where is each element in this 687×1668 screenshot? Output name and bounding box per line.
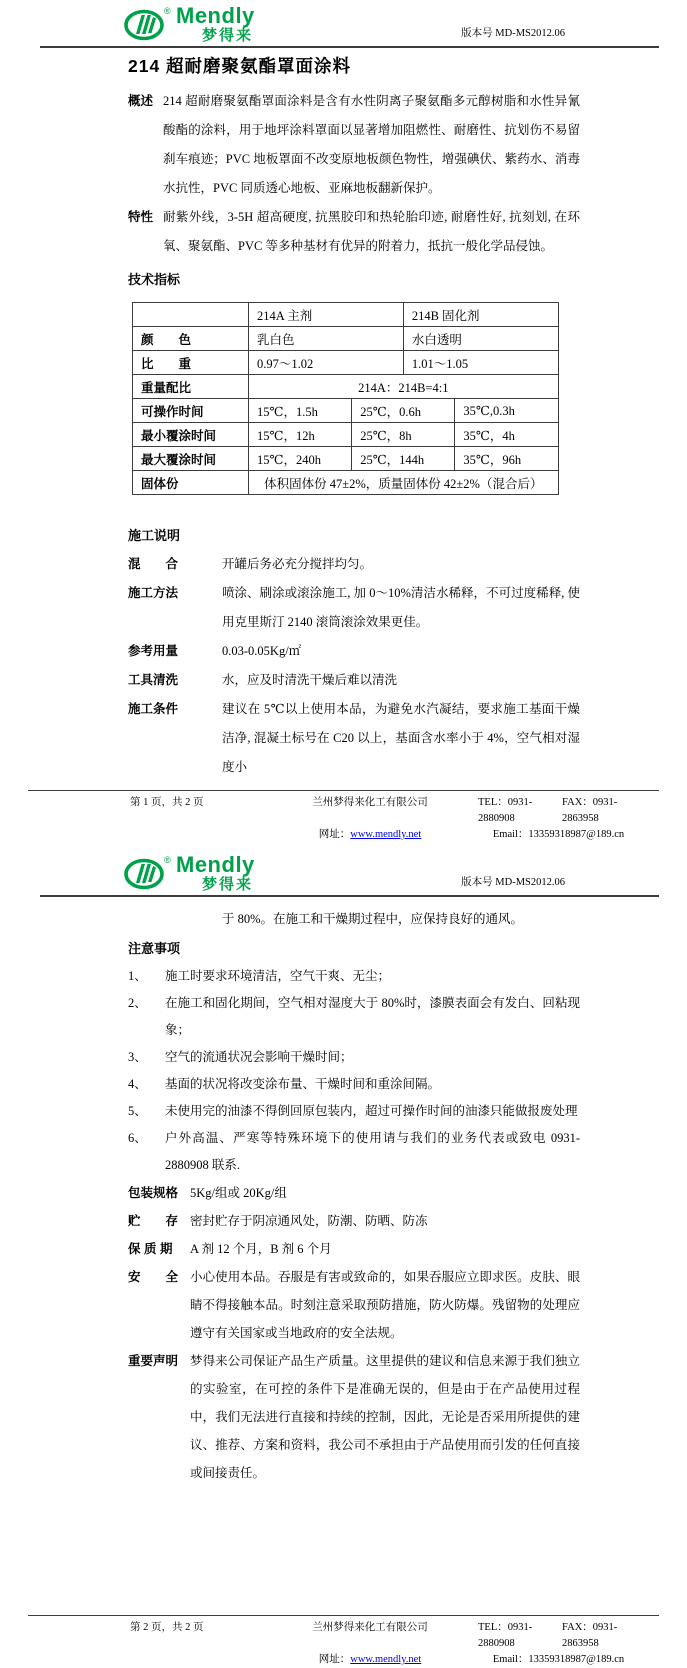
spec-safety xyxy=(128,1263,580,1347)
spec-shelf-life xyxy=(128,1235,580,1263)
contacts xyxy=(470,1620,647,1652)
email: Email：13359318987@189.cn xyxy=(492,829,625,840)
construction-item-method xyxy=(128,579,580,637)
footer-spacer xyxy=(130,827,270,843)
header-rule xyxy=(40,895,659,897)
spec-text: 小心使用本品。吞服是有害或致命的，如果吞服应立即求医。皮肤、眼睛不得接触本品。时刻注意采取预防措施，防火防爆。残留物的处理应遵守有关国家或当地政府的安全法规。 xyxy=(190,1270,580,1340)
contacts xyxy=(470,795,647,827)
note-item-6 xyxy=(128,1125,580,1179)
table-cell: 1.01～1.05 xyxy=(403,351,558,375)
table-row xyxy=(133,375,559,399)
notes-heading: 注意事项 xyxy=(128,941,181,956)
construction-item-label: 混 合 xyxy=(128,557,179,571)
construction-heading: 施工说明 xyxy=(128,528,181,543)
note-number: 5、 xyxy=(128,1104,147,1118)
spec-text: 密封贮存于阴凉通风处，防潮、防晒、防冻 xyxy=(190,1214,428,1228)
spec-storage xyxy=(128,1207,580,1235)
construction-item-label: 施工方法 xyxy=(128,586,179,600)
spec-label: 包装规格 xyxy=(128,1186,179,1200)
mendly-logo-icon xyxy=(124,854,172,891)
table-cell: 可操作时间 xyxy=(133,399,249,423)
page1-content xyxy=(0,87,687,782)
table-row xyxy=(133,303,559,327)
features-section xyxy=(128,203,580,261)
construction-item-label: 工具清洗 xyxy=(128,673,179,687)
spec-label: 安 全 xyxy=(128,1270,179,1284)
spec-text: 梦得来公司保证产品生产质量。这里提供的建议和信息来源于我们独立的实验室，在可控的条件下是准确无误的，但是由于在产品使用过程中，我们无法进行直接和持续的控制，因此，无论是否采用所提供的建议、推荐、方案和资料，我公司不承担由于产品使用而引发的任何直接或间接责任。 xyxy=(190,1354,580,1480)
footer-line-2 xyxy=(130,1652,647,1668)
company-name: 兰州梦得来化工有限公司 xyxy=(312,1622,428,1633)
table-cell: 0.97～1.02 xyxy=(249,351,404,375)
construction-item-label: 参考用量 xyxy=(128,644,179,658)
table-cell: 214A：214B=4:1 xyxy=(249,375,559,399)
table-cell: 15℃，1.5h xyxy=(249,399,352,423)
note-item-3 xyxy=(128,1044,580,1071)
brand-name-en: Mendly xyxy=(176,852,255,877)
page2-content xyxy=(0,905,687,1487)
tel: TEL：0931-2880908 xyxy=(478,1622,533,1649)
table-cell: 最小覆涂时间 xyxy=(133,423,249,447)
website xyxy=(270,1652,470,1668)
spec-text: A 剂 12 个月，B 剂 6 个月 xyxy=(190,1242,332,1256)
table-cell: 水白透明 xyxy=(403,327,558,351)
note-text: 施工时要求环境清洁，空气干爽、无尘； xyxy=(165,969,391,983)
registered-mark: ® xyxy=(164,6,171,16)
brand-name-cn: 梦得来 xyxy=(202,27,254,44)
spec-label: 重要声明 xyxy=(128,1354,179,1368)
continuation-text: 于 80%。在施工和干燥期过程中，应保持良好的通风。 xyxy=(222,912,524,926)
website-label: 网址： xyxy=(318,1654,351,1665)
table-cell: 25℃，8h xyxy=(352,423,455,447)
table-cell: 重量配比 xyxy=(133,375,249,399)
brand-name-en: Mendly xyxy=(176,3,255,28)
conditions-continuation xyxy=(128,905,580,934)
note-number: 4、 xyxy=(128,1077,147,1091)
table-cell: 35℃，96h xyxy=(455,447,558,471)
note-text: 未使用完的油漆不得倒回原包装内，超过可操作时间的油漆只能做报废处理 xyxy=(165,1104,578,1118)
table-row xyxy=(133,423,559,447)
table-row xyxy=(133,399,559,423)
table-cell: 25℃，144h xyxy=(352,447,455,471)
footer-rows xyxy=(0,791,687,843)
registered-mark: ® xyxy=(164,855,171,865)
brand-name-cn: 梦得来 xyxy=(202,876,254,893)
note-text: 户外高温、严寒等特殊环境下的使用请与我们的业务代表或致电 0931-2880908 联系. xyxy=(165,1131,580,1172)
page-number: 第 2 页，共 2 页 xyxy=(130,1622,204,1633)
continuation-spacer xyxy=(128,905,222,934)
page-number: 第 1 页，共 2 页 xyxy=(130,797,204,808)
table-cell: 35℃，4h xyxy=(455,423,558,447)
note-text: 在施工和固化期间，空气相对湿度大于 80%时，漆膜表面会有发白、回粘现象； xyxy=(165,996,580,1037)
header-rule xyxy=(40,46,659,48)
note-item-4 xyxy=(128,1071,580,1098)
table-cell: 比 重 xyxy=(133,351,249,375)
construction-item-mixing xyxy=(128,550,580,579)
brand-names xyxy=(176,854,255,892)
version-label: 版本号 MD-MS2012.06 xyxy=(461,877,565,888)
website-link[interactable]: www.mendly.net xyxy=(350,829,422,840)
table-row xyxy=(133,351,559,375)
page2-footer xyxy=(0,1615,687,1668)
page2-header xyxy=(0,849,687,892)
note-number: 1、 xyxy=(128,969,147,983)
note-item-2 xyxy=(128,990,580,1044)
table-cell: 乳白色 xyxy=(249,327,404,351)
table-cell: 35℃,0.3h xyxy=(455,399,558,423)
overview-label: 概述 xyxy=(128,94,154,108)
table-row xyxy=(133,447,559,471)
spec-label: 保 质 期 xyxy=(128,1242,173,1256)
note-item-5 xyxy=(128,1098,580,1125)
spec-text: 5Kg/组或 20Kg/组 xyxy=(190,1186,287,1200)
footer-line-2 xyxy=(130,827,647,843)
mendly-logo-icon xyxy=(124,5,172,42)
table-cell: 214A 主剂 xyxy=(249,303,404,327)
note-text: 空气的流通状况会影响干燥时间； xyxy=(165,1050,353,1064)
page-2 xyxy=(0,849,687,1668)
construction-item-text: 0.03-0.05Kg/㎡ xyxy=(222,644,302,658)
note-number: 2、 xyxy=(128,996,147,1010)
brand-block xyxy=(124,854,255,892)
table-cell: 15℃，240h xyxy=(249,447,352,471)
note-number: 3、 xyxy=(128,1050,147,1064)
footer-line-1 xyxy=(130,1620,647,1652)
page1-footer xyxy=(0,790,687,843)
note-item-1 xyxy=(128,963,580,990)
table-cell: 固体份 xyxy=(133,471,249,495)
company-name: 兰州梦得来化工有限公司 xyxy=(312,797,428,808)
page1-header xyxy=(0,0,687,43)
spec-disclaimer xyxy=(128,1347,580,1487)
tech-table xyxy=(132,302,559,495)
website-link[interactable]: www.mendly.net xyxy=(350,1654,422,1665)
brand-block xyxy=(124,5,255,43)
construction-item-conditions xyxy=(128,695,580,782)
tech-heading: 技术指标 xyxy=(128,272,181,287)
overview-section xyxy=(128,87,580,203)
version-label: 版本号 MD-MS2012.06 xyxy=(461,28,565,39)
spec-label: 贮 存 xyxy=(128,1214,179,1228)
brand-names xyxy=(176,5,255,43)
fax: FAX：0931-2863958 xyxy=(562,797,618,824)
tel: TEL：0931-2880908 xyxy=(478,797,533,824)
website xyxy=(270,827,470,843)
spec-packaging xyxy=(128,1179,580,1207)
construction-item-text: 建议在 5℃以上使用本品，为避免水汽凝结，要求施工基面干燥洁净, 混凝土标号在 C20 以上，基面含水率小于 4%，空气相对湿度小 xyxy=(222,702,580,774)
footer-line-1 xyxy=(130,795,647,827)
features-text: 耐紫外线，3-5H 超高硬度, 抗黑胶印和热轮胎印迹, 耐磨性好, 抗刻划, 在环氧、聚氨酯、PVC 等多种基材有优异的附着力，抵抗一般化学品侵蚀。 xyxy=(163,210,580,253)
table-row xyxy=(133,471,559,495)
features-label: 特性 xyxy=(128,210,154,224)
construction-item-cleaning xyxy=(128,666,580,695)
website-label: 网址： xyxy=(318,829,351,840)
overview-text: 214 超耐磨聚氨酯罩面涂料是含有水性阴离子聚氨酯多元醇树脂和水性异氰酸酯的涂料，用于地坪涂料罩面以显著增加阻燃性、耐磨性、抗划伤不易留刹车痕迹；PVC 地板罩面不改变原地板颜色物性，增强碘伏、紫药水、消毒水抗性，PVC 同质透心地板、亚麻地板翻新保护。 xyxy=(163,94,580,195)
table-cell: 颜 色 xyxy=(133,327,249,351)
page-title: 214 超耐磨聚氨酯罩面涂料 xyxy=(128,56,352,76)
note-text: 基面的状况将改变涂布量、干燥时间和重涂间隔。 xyxy=(165,1077,441,1091)
construction-item-text: 开罐后务必充分搅拌均匀。 xyxy=(222,557,373,571)
table-cell xyxy=(133,303,249,327)
construction-item-dosage xyxy=(128,637,580,666)
table-cell: 25℃，0.6h xyxy=(352,399,455,423)
construction-item-text: 喷涂、刷涂或滚涂施工, 加 0～10%清洁水稀释，不可过度稀释, 使用克里斯汀 2140 滚筒滚涂效果更佳。 xyxy=(222,586,580,629)
table-cell: 15℃，12h xyxy=(249,423,352,447)
construction-item-text: 水，应及时清洗干燥后难以清洗 xyxy=(222,673,398,687)
table-cell: 体积固体份 47±2%，质量固体份 42±2%（混合后） xyxy=(249,471,559,495)
table-row xyxy=(133,327,559,351)
footer-rows xyxy=(0,1616,687,1668)
footer-spacer xyxy=(130,1652,270,1668)
table-cell: 最大覆涂时间 xyxy=(133,447,249,471)
table-cell: 214B 固化剂 xyxy=(403,303,558,327)
fax: FAX：0931-2863958 xyxy=(562,1622,618,1649)
note-number: 6、 xyxy=(128,1131,147,1145)
construction-item-label: 施工条件 xyxy=(128,702,179,716)
email: Email：13359318987@189.cn xyxy=(492,1654,625,1665)
